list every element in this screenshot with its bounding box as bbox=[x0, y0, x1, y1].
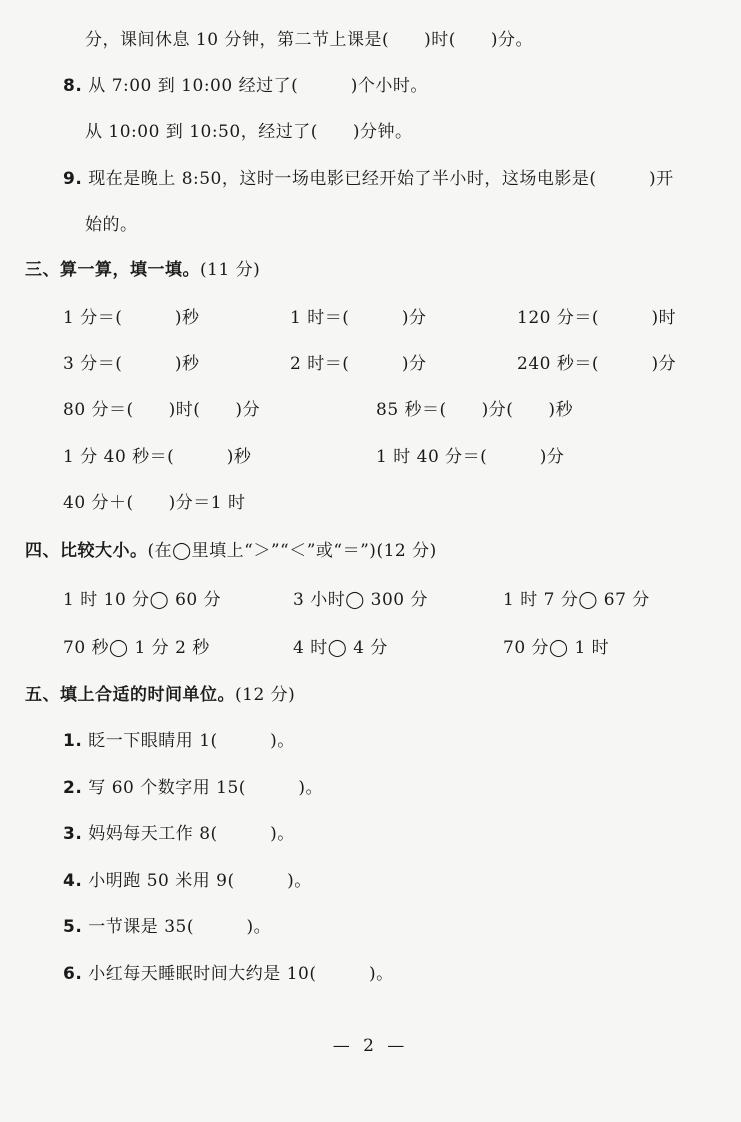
conversion-item: 1 分＝( )秒 bbox=[63, 308, 200, 328]
question-text: 一节课是 35( )。 bbox=[88, 917, 272, 937]
section-instruction: (在◯里填上“＞”“＜”或“＝”) bbox=[147, 541, 377, 561]
question-number: 5. bbox=[63, 917, 83, 937]
section-points: (11 分) bbox=[200, 260, 261, 280]
conversion-item: 1 分 40 秒＝( )秒 bbox=[63, 447, 252, 467]
question-number: 8. bbox=[63, 76, 83, 96]
question-text: 现在是晚上 8:50，这时一场电影已经开始了半小时，这场电影是( )开 bbox=[88, 169, 674, 189]
conversion-item: 2 时＝( )分 bbox=[290, 354, 427, 374]
question-number: 1. bbox=[63, 731, 83, 751]
conversion-item: 1 时 40 分＝( )分 bbox=[376, 447, 565, 467]
question-text: 小明跑 50 米用 9( )。 bbox=[88, 871, 312, 891]
comparison-item: 70 分◯ 1 时 bbox=[503, 638, 610, 658]
question-text: 小红每天睡眠时间大约是 10( )。 bbox=[88, 964, 394, 984]
question-text: 从 7:00 到 10:00 经过了( )个小时。 bbox=[88, 76, 428, 96]
conversion-item: 1 时＝( )分 bbox=[290, 308, 427, 328]
comparison-item: 3 小时◯ 300 分 bbox=[293, 590, 429, 610]
section-title: 五、填上合适的时间单位。 bbox=[25, 685, 235, 705]
section-4-heading bbox=[25, 539, 437, 563]
section-5-heading bbox=[25, 683, 295, 707]
conversion-item: 85 秒＝( )分( )秒 bbox=[376, 400, 574, 420]
unit-question bbox=[63, 776, 323, 800]
comparison-item: 70 秒◯ 1 分 2 秒 bbox=[63, 638, 210, 658]
question-9-line-2: 始的。 bbox=[85, 215, 138, 235]
unit-question bbox=[63, 729, 295, 753]
question-text: 写 60 个数字用 15( )。 bbox=[88, 778, 324, 798]
comparison-item: 4 时◯ 4 分 bbox=[293, 638, 388, 658]
section-points: (12 分) bbox=[235, 685, 296, 705]
section-title: 四、比较大小。 bbox=[25, 541, 148, 561]
question-text: 妈妈每天工作 8( )。 bbox=[88, 824, 295, 844]
question-number: 6. bbox=[63, 964, 83, 984]
question-number: 2. bbox=[63, 778, 83, 798]
conversion-item: 120 分＝( )时 bbox=[517, 308, 677, 328]
section-points: (12 分) bbox=[376, 541, 437, 561]
unit-question bbox=[63, 822, 295, 846]
section-3-heading bbox=[25, 258, 260, 282]
question-number: 3. bbox=[63, 824, 83, 844]
conversion-item: 80 分＝( )时( )分 bbox=[63, 400, 261, 420]
unit-question bbox=[63, 962, 394, 986]
question-number: 9. bbox=[63, 169, 83, 189]
section-title: 三、算一算，填一填。 bbox=[25, 260, 200, 280]
comparison-item: 1 时 10 分◯ 60 分 bbox=[63, 590, 222, 610]
page-number: — 2 — bbox=[332, 1036, 409, 1056]
question-8-line-2: 从 10:00 到 10:50，经过了( )分钟。 bbox=[85, 122, 413, 142]
question-9-line-1 bbox=[63, 167, 674, 191]
conversion-item: 240 秒＝( )分 bbox=[517, 354, 677, 374]
question-7-continuation: 分，课间休息 10 分钟，第二节上课是( )时( )分。 bbox=[85, 30, 533, 50]
question-number: 4. bbox=[63, 871, 83, 891]
conversion-item: 40 分＋( )分＝1 时 bbox=[63, 493, 246, 513]
question-text: 眨一下眼睛用 1( )。 bbox=[88, 731, 295, 751]
comparison-item: 1 时 7 分◯ 67 分 bbox=[503, 590, 650, 610]
question-8-line-1 bbox=[63, 74, 428, 98]
unit-question bbox=[63, 915, 271, 939]
unit-question bbox=[63, 869, 312, 893]
conversion-item: 3 分＝( )秒 bbox=[63, 354, 200, 374]
